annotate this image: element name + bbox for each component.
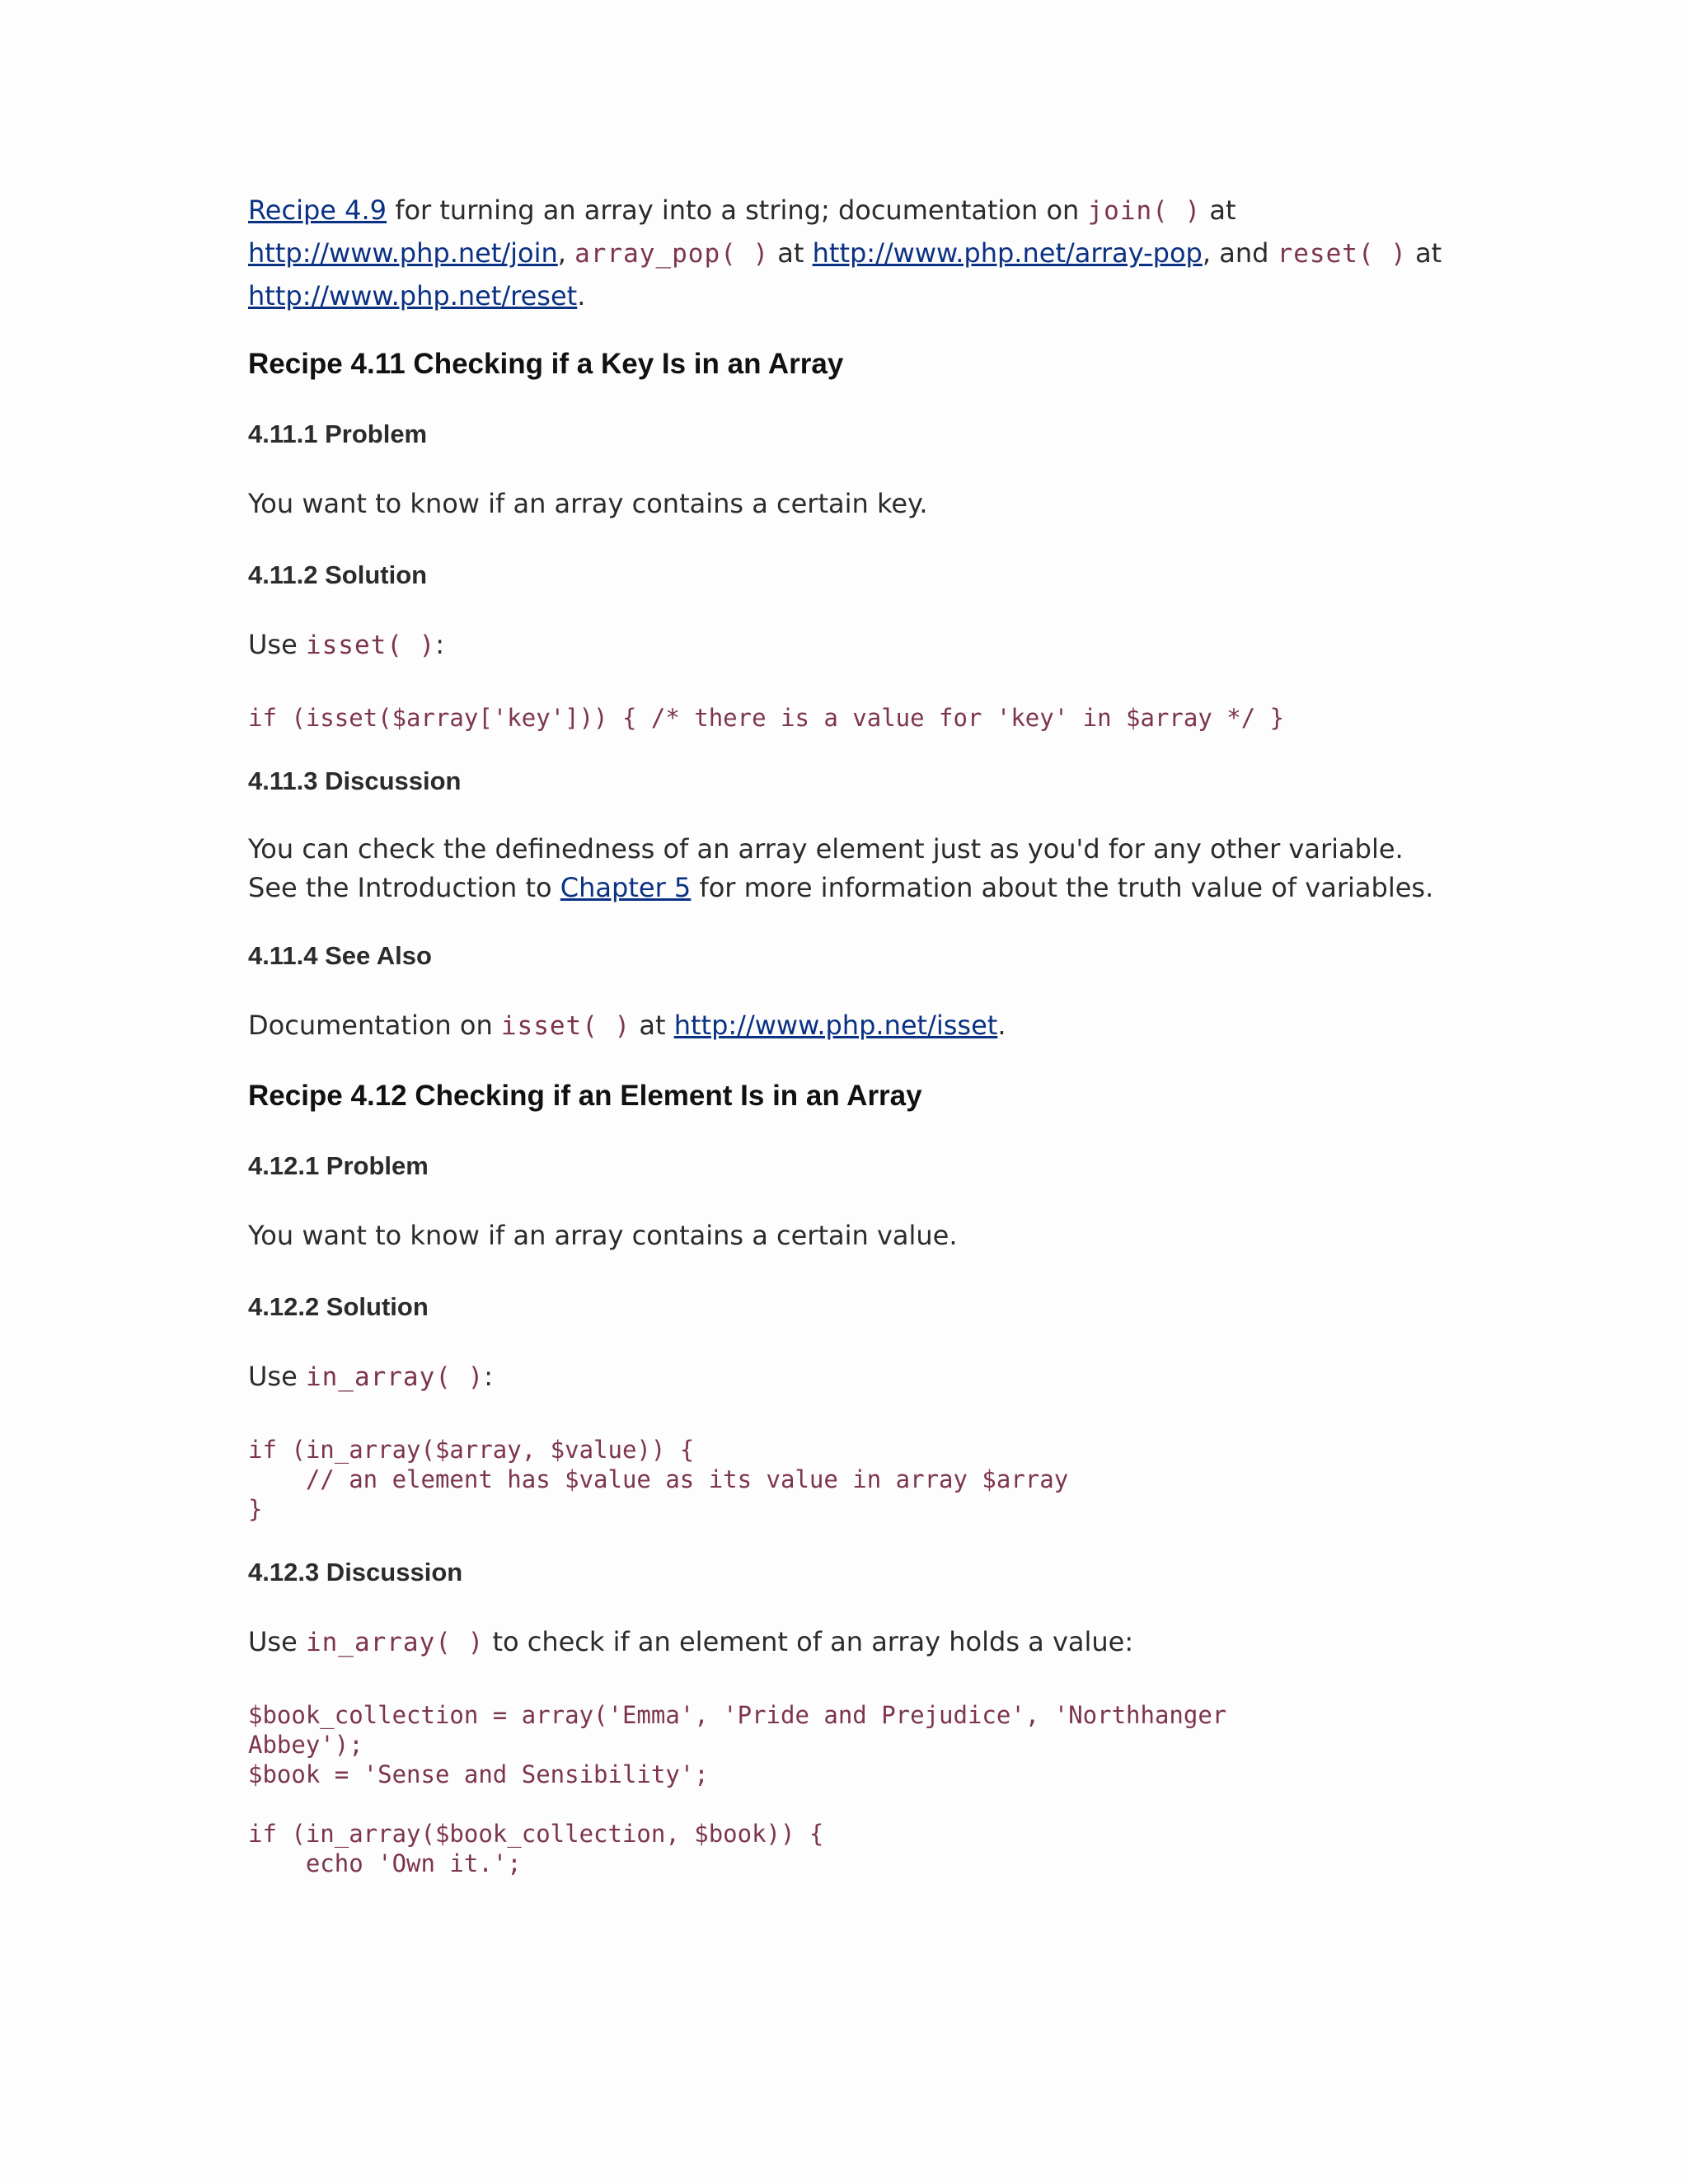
- problem-text: You want to know if an array contains a certain key.: [248, 488, 928, 519]
- join-code: join( ): [1087, 196, 1202, 226]
- problem-heading: 4.12.1 Problem: [248, 1151, 429, 1180]
- chapter-5-link[interactable]: Chapter 5: [560, 872, 692, 903]
- solution-text: [248, 1356, 1443, 1399]
- isset-code: isset( ): [305, 630, 436, 660]
- intro-text: at: [1406, 237, 1442, 269]
- see-also-text-part: at: [631, 1010, 674, 1041]
- intro-text: , and: [1202, 237, 1278, 269]
- php-join-link[interactable]: http://www.php.net/join: [248, 237, 558, 269]
- see-also-text: [248, 1005, 1443, 1047]
- discussion-text: [248, 830, 1435, 907]
- code-block-in-array: if (in_array($array, $value)) { // an element has $value as its value in array $array }: [248, 1436, 1069, 1523]
- code-block-book-collection: $book_collection = array('Emma', 'Pride and Prejudice', 'Northhanger Abbey'); $book = 'Sense and Sensibility'; if (in_array($book_collection, $book)) { echo 'Own it.';: [248, 1701, 1227, 1877]
- discussion-use-text: Use: [248, 1626, 306, 1657]
- php-reset-link[interactable]: http://www.php.net/reset: [248, 280, 578, 312]
- intro-text: ,: [557, 237, 575, 269]
- intro-text: at: [769, 237, 813, 269]
- intro-text: for turning an array into a string; documentation on: [387, 194, 1088, 226]
- recipe-4-12-title: Recipe 4.12 Checking if an Element Is in an Array: [248, 1080, 922, 1112]
- solution-colon: :: [435, 629, 445, 660]
- discussion-heading: 4.12.3 Discussion: [248, 1558, 463, 1586]
- see-also-heading: 4.11.4 See Also: [248, 941, 432, 970]
- solution-colon: :: [484, 1361, 494, 1392]
- document-content: [248, 180, 1443, 1878]
- recipe-4-9-link[interactable]: Recipe 4.9: [248, 194, 387, 226]
- discussion-text-part: You can check the definedness of an array element just as you'd for any other variable. See the Introduction to: [248, 833, 1404, 903]
- php-isset-link[interactable]: http://www.php.net/isset: [673, 1010, 998, 1041]
- in-array-code: in_array( ): [305, 1362, 485, 1392]
- isset-code: isset( ): [500, 1011, 631, 1041]
- discussion-text-part: to check if an element of an array holds a value:: [484, 1626, 1134, 1657]
- recipe-4-11-title: Recipe 4.11 Checking if a Key Is in an Array: [248, 348, 844, 380]
- see-also-text-part: Documentation on: [248, 1010, 501, 1041]
- discussion-heading: 4.11.3 Discussion: [248, 766, 462, 795]
- problem-heading: 4.11.1 Problem: [248, 419, 428, 448]
- problem-text: You want to know if an array contains a certain value.: [248, 1220, 958, 1251]
- reset-code: reset( ): [1277, 239, 1407, 269]
- php-array-pop-link[interactable]: http://www.php.net/array-pop: [812, 237, 1203, 269]
- discussion-text: [248, 1621, 1443, 1664]
- array-pop-code: array_pop( ): [574, 239, 770, 269]
- code-block-isset: if (isset($array['key'])) { /* there is a value for 'key' in $array */ }: [248, 704, 1285, 732]
- intro-paragraph: [248, 190, 1443, 317]
- solution-use-text: Use: [248, 629, 306, 660]
- solution-use-text: Use: [248, 1361, 306, 1392]
- solution-heading: 4.11.2 Solution: [248, 560, 428, 589]
- intro-text: at: [1201, 194, 1236, 226]
- solution-heading: 4.12.2 Solution: [248, 1292, 429, 1321]
- discussion-text-part: for more information about the truth value of variables.: [691, 872, 1434, 903]
- solution-text: [248, 624, 1443, 667]
- see-also-text-part: .: [997, 1010, 1006, 1041]
- intro-text: .: [577, 280, 586, 312]
- in-array-code: in_array( ): [305, 1628, 485, 1657]
